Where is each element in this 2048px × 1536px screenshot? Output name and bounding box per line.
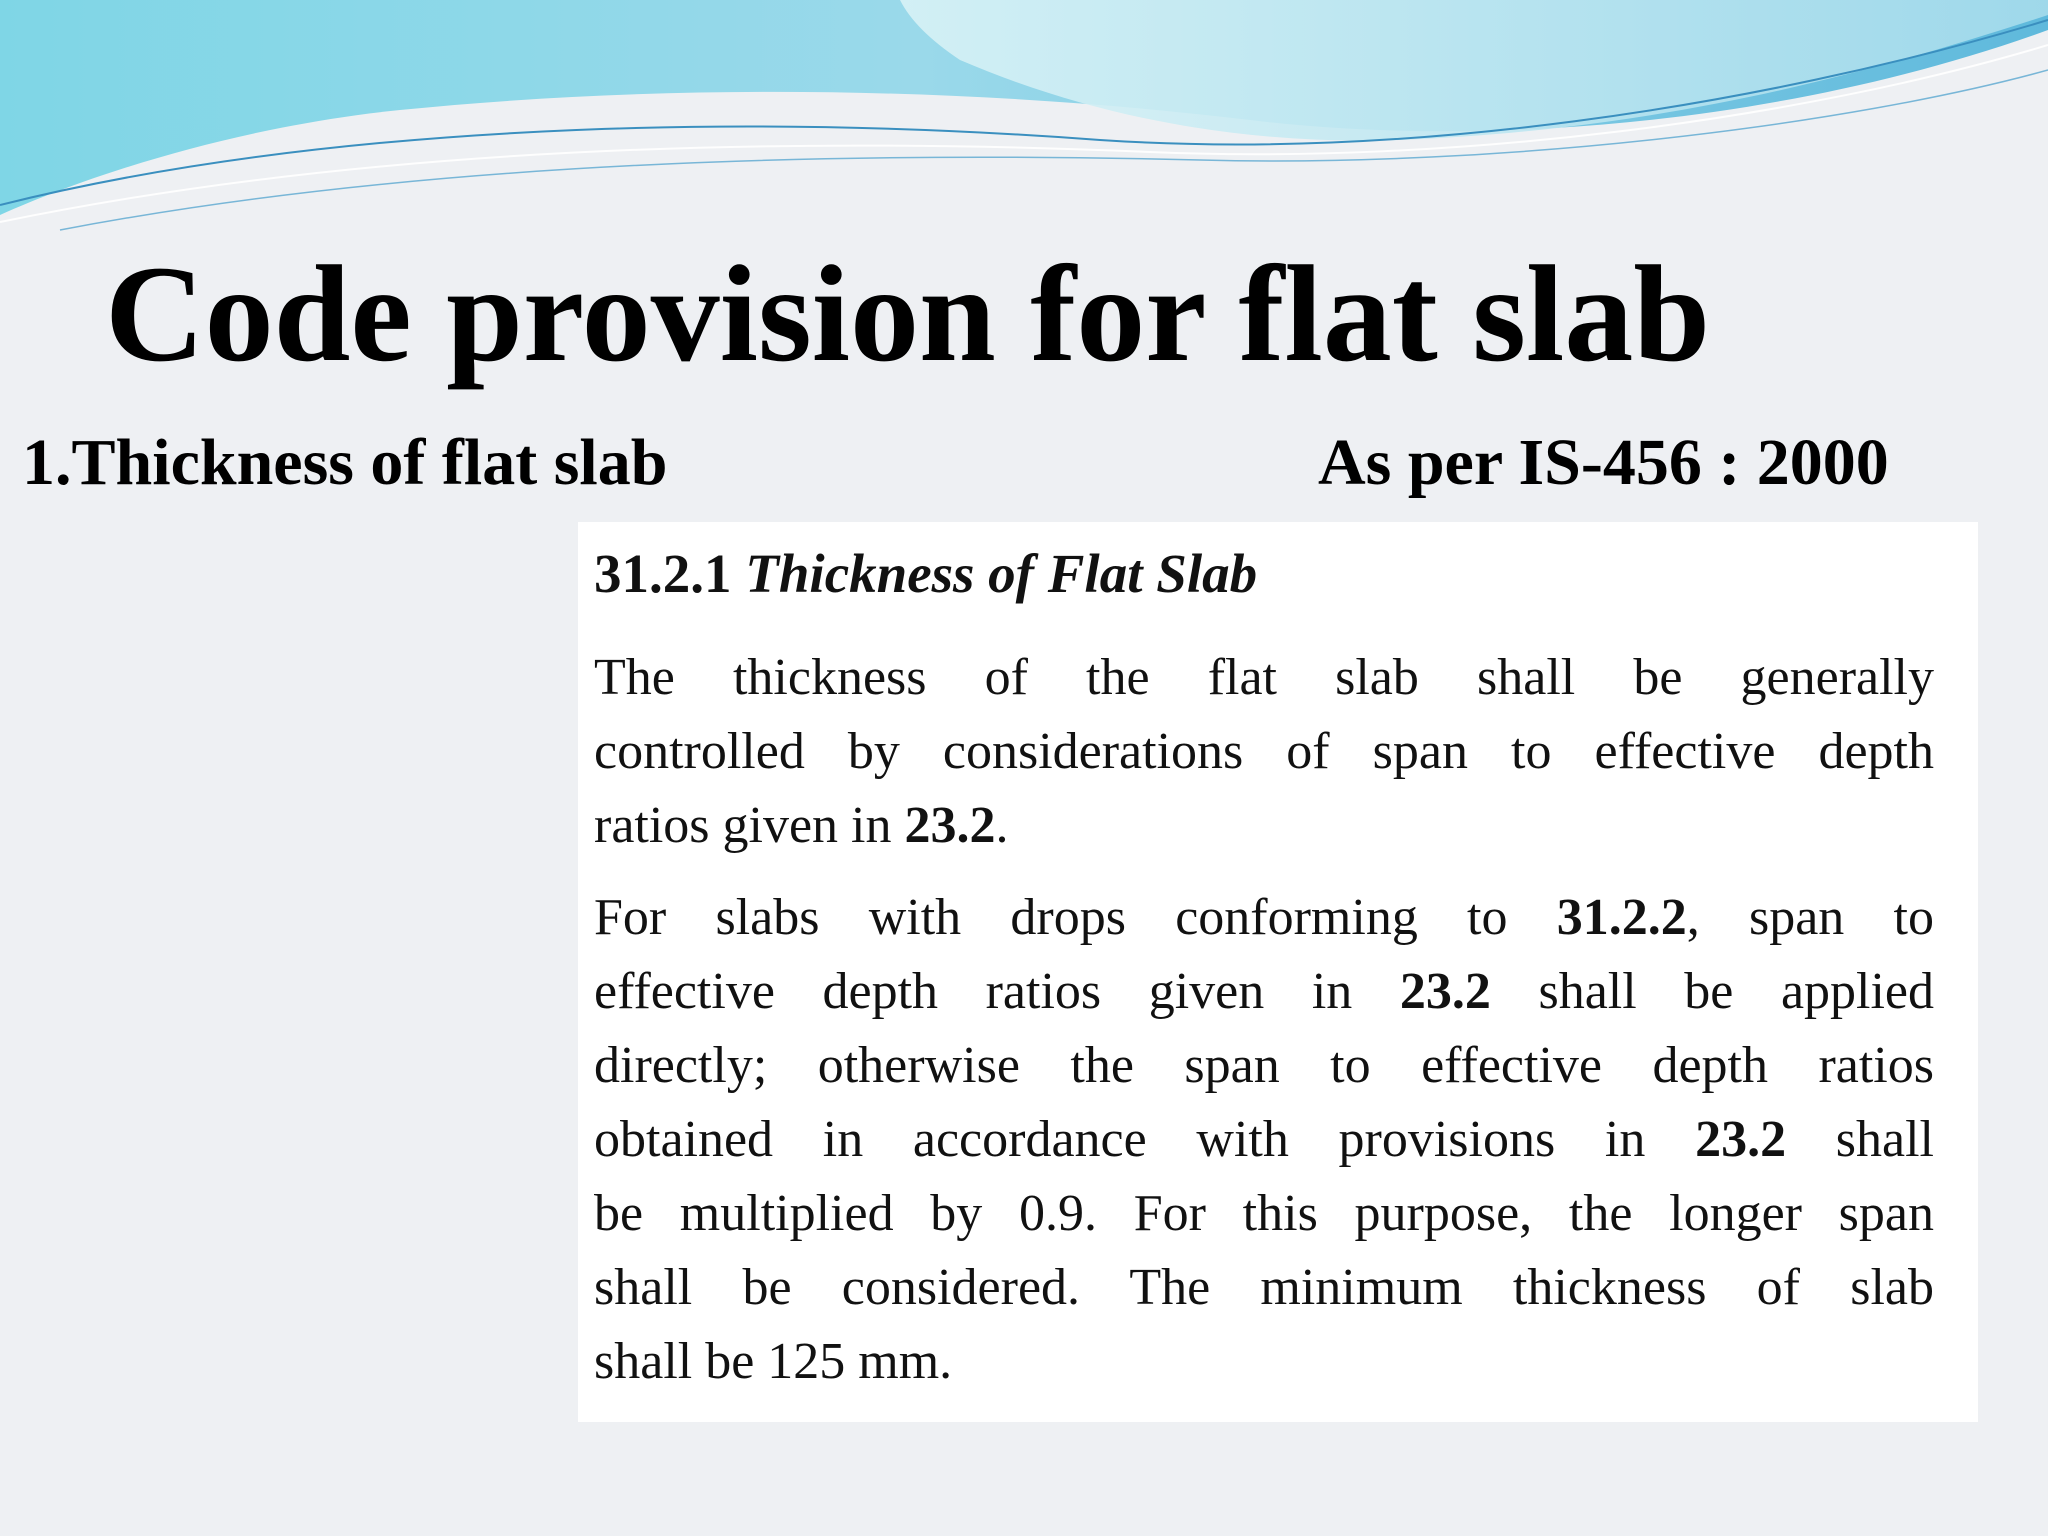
paragraph-line: be multiplied by 0.9. For this purpose, the longer span xyxy=(594,1185,1934,1242)
paragraph-line xyxy=(594,881,1934,955)
clause-reference: 23.2 xyxy=(1399,963,1491,1020)
standard-reference: As per IS-456 : 2000 xyxy=(1318,426,1889,499)
line-text: shall xyxy=(1786,1111,1934,1168)
clause-paragraph-2 xyxy=(594,881,1934,1399)
line-text: For slabs with drops conforming to xyxy=(594,889,1557,946)
header-wave-decoration xyxy=(0,0,2048,260)
clause-reference: 31.2.2 xyxy=(1556,889,1687,946)
clause-reference: 23.2 xyxy=(1695,1111,1787,1168)
clause-number: 31.2.1 xyxy=(594,543,732,604)
paragraph-line xyxy=(594,955,1934,1029)
clause-heading xyxy=(594,543,1978,604)
paragraph-line xyxy=(594,789,1934,863)
line-text: effective depth ratios given in xyxy=(594,963,1400,1020)
paragraph-line: The thickness of the flat slab shall be generally xyxy=(594,649,1934,706)
slide-title: Code provision for flat slab xyxy=(105,237,1711,390)
section-heading: 1.Thickness of flat slab xyxy=(22,426,668,499)
clause-paragraph-1 xyxy=(594,641,1934,863)
clause-title: Thickness of Flat Slab xyxy=(745,543,1258,604)
line-text: ratios given in xyxy=(594,797,905,854)
code-clause-excerpt xyxy=(578,522,1978,1422)
line-text: shall be applied xyxy=(1490,963,1934,1020)
paragraph-line: shall be considered. The minimum thickness of slab xyxy=(594,1259,1934,1316)
paragraph-line: shall be 125 mm. xyxy=(594,1333,953,1390)
clause-reference: 23.2 xyxy=(904,797,996,854)
line-text: . xyxy=(995,797,1009,854)
paragraph-line xyxy=(594,1103,1934,1177)
paragraph-line: controlled by considerations of span to effective depth xyxy=(594,723,1934,780)
paragraph-line: directly; otherwise the span to effective depth ratios xyxy=(594,1037,1934,1094)
line-text: obtained in accordance with provisions in xyxy=(594,1111,1696,1168)
line-text: , span to xyxy=(1686,889,1934,946)
